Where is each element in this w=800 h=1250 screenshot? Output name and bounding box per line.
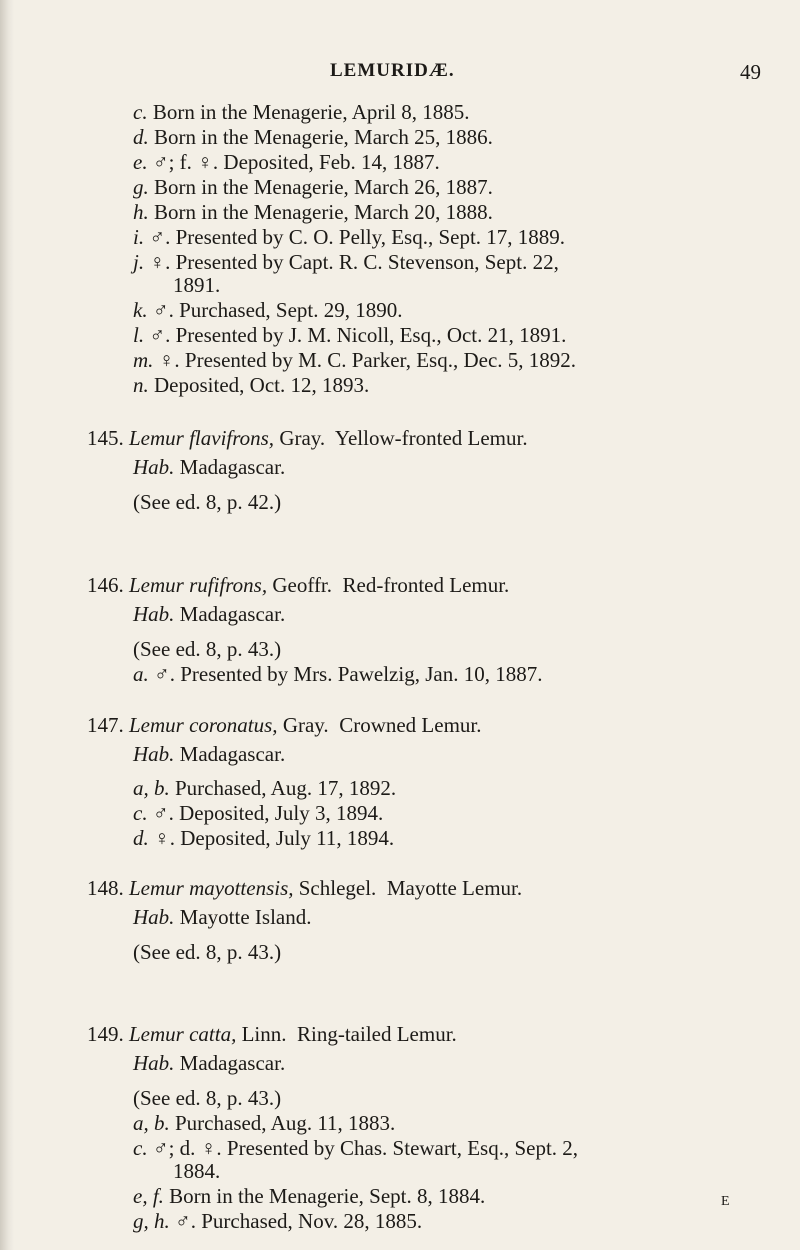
list-item: 1891. [173, 273, 221, 297]
list-item: a, b. Purchased, Aug. 17, 1892. [133, 776, 397, 800]
list-item: i. ♂. Presented by C. O. Pelly, Esq., Sept. 17, 1889. [133, 225, 566, 249]
habitat: Hab. Mayotte Island. [133, 905, 312, 929]
list-item: g, h. ♂. Purchased, Nov. 28, 1885. [133, 1209, 423, 1233]
list-item: c. ♂; d. ♀. Presented by Chas. Stewart, Esq., Sept. 2, [133, 1136, 579, 1160]
list-item: c. Born in the Menagerie, April 8, 1885. [133, 100, 470, 124]
list-item: a. ♂. Presented by Mrs. Pawelzig, Jan. 10, 1887. [133, 662, 543, 686]
list-item: j. ♀. Presented by Capt. R. C. Stevenson, Sept. 22, [133, 250, 559, 274]
list-item: c. ♂. Deposited, July 3, 1894. [133, 801, 384, 825]
species-heading: 147. Lemur coronatus, Gray. Crowned Lemur. [87, 713, 482, 737]
list-item: l. ♂. Presented by J. M. Nicoll, Esq., Oct. 21, 1891. [133, 323, 567, 347]
habitat: Hab. Madagascar. [133, 742, 286, 766]
list-item: e, f. Born in the Menagerie, Sept. 8, 1884. [133, 1184, 486, 1208]
reference: (See ed. 8, p. 43.) [133, 1086, 282, 1110]
list-item: n. Deposited, Oct. 12, 1893. [133, 373, 370, 397]
list-item: 1884. [173, 1159, 221, 1183]
habitat: Hab. Madagascar. [133, 1051, 286, 1075]
species-heading: 146. Lemur rufifrons, Geoffr. Red-fronted Lemur. [87, 573, 510, 597]
list-item: h. Born in the Menagerie, March 20, 1888. [133, 200, 493, 224]
list-item: d. Born in the Menagerie, March 25, 1886. [133, 125, 493, 149]
signature-mark: E [721, 1194, 730, 1209]
list-item: a, b. Purchased, Aug. 11, 1883. [133, 1111, 396, 1135]
page-number: 49 [740, 60, 761, 84]
running-head: LEMURIDÆ. [330, 60, 455, 81]
reference: (See ed. 8, p. 43.) [133, 637, 282, 661]
page-binding-edge [0, 0, 14, 1250]
species-heading: 148. Lemur mayottensis, Schlegel. Mayotte Lemur. [87, 876, 523, 900]
habitat: Hab. Madagascar. [133, 455, 286, 479]
reference: (See ed. 8, p. 42.) [133, 490, 282, 514]
list-item: m. ♀. Presented by M. C. Parker, Esq., Dec. 5, 1892. [133, 348, 577, 372]
habitat: Hab. Madagascar. [133, 602, 286, 626]
list-item: d. ♀. Deposited, July 11, 1894. [133, 826, 395, 850]
list-item: e. ♂; f. ♀. Deposited, Feb. 14, 1887. [133, 150, 440, 174]
reference: (See ed. 8, p. 43.) [133, 940, 282, 964]
species-heading: 145. Lemur flavifrons, Gray. Yellow-fronted Lemur. [87, 426, 528, 450]
list-item: k. ♂. Purchased, Sept. 29, 1890. [133, 298, 403, 322]
species-heading: 149. Lemur catta, Linn. Ring-tailed Lemur. [87, 1022, 457, 1046]
list-item: g. Born in the Menagerie, March 26, 1887. [133, 175, 493, 199]
